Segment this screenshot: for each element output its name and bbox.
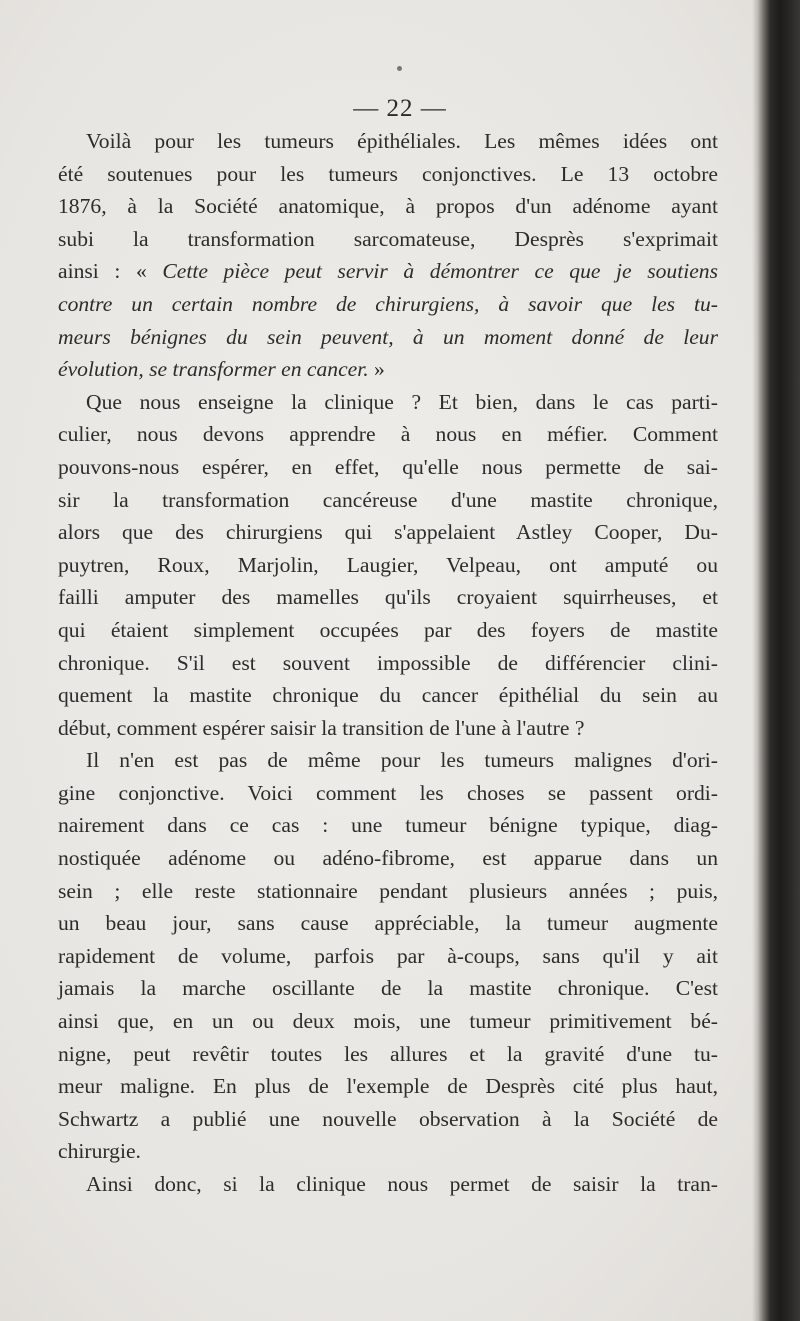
text-line: ainsi : « Cette pièce peut servir à démontrer ce que je soutiens — [58, 259, 718, 284]
text-line: nairement dans ce cas : une tumeur bénigne typique, diag- — [58, 813, 718, 838]
body-text — [58, 125, 718, 1201]
text-line: chronique. S'il est souvent impossible de différencier clini- — [58, 650, 718, 675]
text-line: nostiquée adénome ou adéno-fibrome, est apparue dans un — [58, 846, 718, 871]
text-line: évolution, se transformer en cancer. » — [58, 357, 385, 382]
text-line: failli amputer des mamelles qu'ils croyaient squirrheuses, et — [58, 585, 718, 610]
text-line: Il n'en est pas de même pour les tumeurs malignes d'ori- — [86, 748, 718, 773]
ink-speck — [397, 66, 402, 71]
text-line: Que nous enseigne la clinique ? Et bien, dans le cas parti- — [86, 389, 718, 414]
text-line: 1876, à la Société anatomique, à propos d'un adénome ayant — [58, 194, 718, 219]
text-line: alors que des chirurgiens qui s'appelaient Astley Cooper, Du- — [58, 520, 718, 545]
text-line: quement la mastite chronique du cancer épithélial du sein au — [58, 683, 718, 708]
text-line: début, comment espérer saisir la transition de l'une à l'autre ? — [58, 715, 585, 740]
text-line: culier, nous devons apprendre à nous en méfier. Comment — [58, 422, 718, 447]
text-line: puytren, Roux, Marjolin, Laugier, Velpeau, ont amputé ou — [58, 552, 718, 577]
book-spine — [758, 0, 800, 1321]
text-line: rapidement de volume, parfois par à-coups, sans qu'il y ait — [58, 943, 718, 968]
text-line: ainsi que, en un ou deux mois, une tumeur primitivement bé- — [58, 1009, 718, 1034]
text-line: nigne, peut revêtir toutes les allures et la gravité d'une tu- — [58, 1041, 718, 1066]
page-number: — 22 — — [353, 95, 447, 122]
text-line: jamais la marche oscillante de la mastite chronique. C'est — [58, 976, 718, 1001]
text-line: meurs bénignes du sein peuvent, à un moment donné de leur — [58, 324, 718, 349]
text-line: meur maligne. En plus de l'exemple de Desprès cité plus haut, — [58, 1074, 718, 1099]
text-line: gine conjonctive. Voici comment les choses se passent ordi- — [58, 780, 718, 805]
text-line: sein ; elle reste stationnaire pendant plusieurs années ; puis, — [58, 878, 718, 903]
text-line: chirurgie. — [58, 1139, 141, 1164]
text-line: un beau jour, sans cause appréciable, la tumeur augmente — [58, 911, 718, 936]
text-line: été soutenues pour les tumeurs conjonctives. Le 13 octobre — [58, 161, 718, 186]
text-line: contre un certain nombre de chirurgiens, à savoir que les tu- — [58, 291, 718, 316]
text-line: Ainsi donc, si la clinique nous permet de saisir la tran- — [86, 1172, 718, 1196]
text-line: Schwartz a publié une nouvelle observation à la Société de — [58, 1106, 718, 1131]
text-line: Voilà pour les tumeurs épithéliales. Les mêmes idées ont — [86, 129, 718, 153]
text-line: subi la transformation sarcomateuse, Desprès s'exprimait — [58, 226, 718, 251]
text-line: qui étaient simplement occupées par des foyers de mastite — [58, 617, 718, 642]
text-line: pouvons-nous espérer, en effet, qu'elle nous permette de sai- — [58, 454, 718, 479]
text-line: sir la transformation cancéreuse d'une mastite chronique, — [58, 487, 718, 512]
